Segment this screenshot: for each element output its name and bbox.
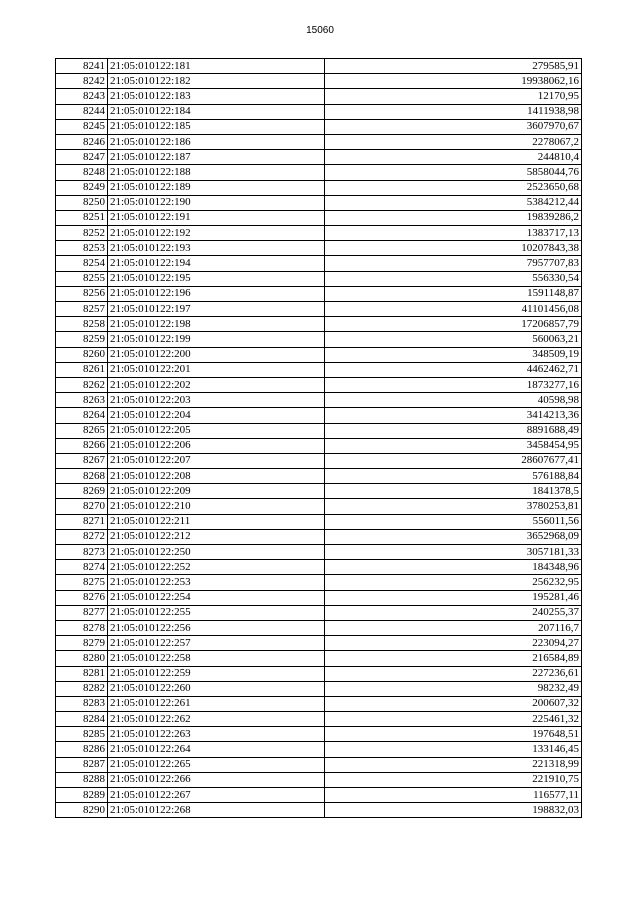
value-cell: 7957707,83 bbox=[325, 256, 582, 271]
value-cell: 19839286,2 bbox=[325, 210, 582, 225]
cadastral-number-cell: 21:05:010122:252 bbox=[108, 560, 325, 575]
row-number-cell: 8242 bbox=[56, 74, 108, 89]
cadastral-number-cell: 21:05:010122:261 bbox=[108, 696, 325, 711]
cadastral-number-cell: 21:05:010122:206 bbox=[108, 438, 325, 453]
value-cell: 133146,45 bbox=[325, 742, 582, 757]
cadastral-number-cell: 21:05:010122:183 bbox=[108, 89, 325, 104]
table-row bbox=[56, 377, 582, 392]
row-number-cell: 8259 bbox=[56, 332, 108, 347]
cadastral-number-cell: 21:05:010122:181 bbox=[108, 59, 325, 74]
row-number-cell: 8241 bbox=[56, 59, 108, 74]
table-row bbox=[56, 529, 582, 544]
table-row bbox=[56, 605, 582, 620]
value-cell: 41101456,08 bbox=[325, 302, 582, 317]
cadastral-number-cell: 21:05:010122:192 bbox=[108, 226, 325, 241]
table-row bbox=[56, 150, 582, 165]
value-cell: 227236,61 bbox=[325, 666, 582, 681]
value-cell: 1841378,5 bbox=[325, 484, 582, 499]
cadastral-number-cell: 21:05:010122:256 bbox=[108, 620, 325, 635]
table-row bbox=[56, 119, 582, 134]
value-cell: 5384212,44 bbox=[325, 195, 582, 210]
cadastral-number-cell: 21:05:010122:196 bbox=[108, 286, 325, 301]
value-cell: 348509,19 bbox=[325, 347, 582, 362]
table-row bbox=[56, 575, 582, 590]
cadastral-number-cell: 21:05:010122:267 bbox=[108, 788, 325, 803]
table-row bbox=[56, 453, 582, 468]
row-number-cell: 8247 bbox=[56, 150, 108, 165]
row-number-cell: 8256 bbox=[56, 286, 108, 301]
cadastral-number-cell: 21:05:010122:207 bbox=[108, 453, 325, 468]
cadastral-number-cell: 21:05:010122:263 bbox=[108, 727, 325, 742]
value-cell: 1411938,98 bbox=[325, 104, 582, 119]
table-row bbox=[56, 362, 582, 377]
table-row bbox=[56, 302, 582, 317]
cadastral-number-cell: 21:05:010122:212 bbox=[108, 529, 325, 544]
row-number-cell: 8245 bbox=[56, 119, 108, 134]
row-number-cell: 8258 bbox=[56, 317, 108, 332]
table-row bbox=[56, 408, 582, 423]
table-row bbox=[56, 165, 582, 180]
row-number-cell: 8269 bbox=[56, 484, 108, 499]
row-number-cell: 8271 bbox=[56, 514, 108, 529]
value-cell: 221910,75 bbox=[325, 772, 582, 787]
table-row bbox=[56, 241, 582, 256]
table-row bbox=[56, 666, 582, 681]
row-number-cell: 8243 bbox=[56, 89, 108, 104]
cadastral-value-table bbox=[55, 58, 582, 818]
row-number-cell: 8276 bbox=[56, 590, 108, 605]
cadastral-number-cell: 21:05:010122:264 bbox=[108, 742, 325, 757]
row-number-cell: 8280 bbox=[56, 651, 108, 666]
value-cell: 3057181,33 bbox=[325, 545, 582, 560]
table-row bbox=[56, 195, 582, 210]
table-row bbox=[56, 651, 582, 666]
cadastral-number-cell: 21:05:010122:199 bbox=[108, 332, 325, 347]
value-cell: 197648,51 bbox=[325, 727, 582, 742]
row-number-cell: 8289 bbox=[56, 788, 108, 803]
table-row bbox=[56, 696, 582, 711]
table-row bbox=[56, 226, 582, 241]
table-body bbox=[56, 59, 582, 818]
value-cell: 198832,03 bbox=[325, 803, 582, 818]
table-row bbox=[56, 134, 582, 149]
row-number-cell: 8290 bbox=[56, 803, 108, 818]
value-cell: 207116,7 bbox=[325, 620, 582, 635]
table-row bbox=[56, 210, 582, 225]
value-cell: 17206857,79 bbox=[325, 317, 582, 332]
table-row bbox=[56, 712, 582, 727]
value-cell: 3458454,95 bbox=[325, 438, 582, 453]
table-row bbox=[56, 499, 582, 514]
table-row bbox=[56, 636, 582, 651]
row-number-cell: 8287 bbox=[56, 757, 108, 772]
cadastral-number-cell: 21:05:010122:265 bbox=[108, 757, 325, 772]
table-row bbox=[56, 180, 582, 195]
cadastral-number-cell: 21:05:010122:198 bbox=[108, 317, 325, 332]
row-number-cell: 8246 bbox=[56, 134, 108, 149]
value-cell: 1591148,87 bbox=[325, 286, 582, 301]
row-number-cell: 8288 bbox=[56, 772, 108, 787]
table-row bbox=[56, 393, 582, 408]
row-number-cell: 8278 bbox=[56, 620, 108, 635]
table-row bbox=[56, 74, 582, 89]
row-number-cell: 8260 bbox=[56, 347, 108, 362]
value-cell: 8891688,49 bbox=[325, 423, 582, 438]
cadastral-number-cell: 21:05:010122:208 bbox=[108, 469, 325, 484]
row-number-cell: 8249 bbox=[56, 180, 108, 195]
cadastral-number-cell: 21:05:010122:203 bbox=[108, 393, 325, 408]
row-number-cell: 8274 bbox=[56, 560, 108, 575]
value-cell: 223094,27 bbox=[325, 636, 582, 651]
value-cell: 225461,32 bbox=[325, 712, 582, 727]
cadastral-number-cell: 21:05:010122:185 bbox=[108, 119, 325, 134]
table-row bbox=[56, 469, 582, 484]
value-cell: 19938062,16 bbox=[325, 74, 582, 89]
value-cell: 4462462,71 bbox=[325, 362, 582, 377]
cadastral-number-cell: 21:05:010122:257 bbox=[108, 636, 325, 651]
table-row bbox=[56, 590, 582, 605]
cadastral-number-cell: 21:05:010122:191 bbox=[108, 210, 325, 225]
row-number-cell: 8282 bbox=[56, 681, 108, 696]
table-row bbox=[56, 332, 582, 347]
table-row bbox=[56, 620, 582, 635]
row-number-cell: 8254 bbox=[56, 256, 108, 271]
row-number-cell: 8270 bbox=[56, 499, 108, 514]
cadastral-number-cell: 21:05:010122:190 bbox=[108, 195, 325, 210]
row-number-cell: 8244 bbox=[56, 104, 108, 119]
table-row bbox=[56, 104, 582, 119]
value-cell: 279585,91 bbox=[325, 59, 582, 74]
row-number-cell: 8248 bbox=[56, 165, 108, 180]
cadastral-number-cell: 21:05:010122:259 bbox=[108, 666, 325, 681]
cadastral-number-cell: 21:05:010122:184 bbox=[108, 104, 325, 119]
table-row bbox=[56, 347, 582, 362]
cadastral-number-cell: 21:05:010122:260 bbox=[108, 681, 325, 696]
value-cell: 195281,46 bbox=[325, 590, 582, 605]
table-row bbox=[56, 256, 582, 271]
value-cell: 556011,56 bbox=[325, 514, 582, 529]
row-number-cell: 8251 bbox=[56, 210, 108, 225]
table-row bbox=[56, 803, 582, 818]
table-row bbox=[56, 757, 582, 772]
cadastral-number-cell: 21:05:010122:194 bbox=[108, 256, 325, 271]
row-number-cell: 8268 bbox=[56, 469, 108, 484]
table-row bbox=[56, 560, 582, 575]
cadastral-number-cell: 21:05:010122:195 bbox=[108, 271, 325, 286]
table-row bbox=[56, 438, 582, 453]
cadastral-number-cell: 21:05:010122:210 bbox=[108, 499, 325, 514]
row-number-cell: 8286 bbox=[56, 742, 108, 757]
row-number-cell: 8272 bbox=[56, 529, 108, 544]
cadastral-number-cell: 21:05:010122:182 bbox=[108, 74, 325, 89]
row-number-cell: 8253 bbox=[56, 241, 108, 256]
row-number-cell: 8283 bbox=[56, 696, 108, 711]
cadastral-number-cell: 21:05:010122:204 bbox=[108, 408, 325, 423]
cadastral-number-cell: 21:05:010122:255 bbox=[108, 605, 325, 620]
cadastral-number-cell: 21:05:010122:186 bbox=[108, 134, 325, 149]
row-number-cell: 8273 bbox=[56, 545, 108, 560]
cadastral-number-cell: 21:05:010122:266 bbox=[108, 772, 325, 787]
row-number-cell: 8262 bbox=[56, 377, 108, 392]
value-cell: 116577,11 bbox=[325, 788, 582, 803]
table-row bbox=[56, 271, 582, 286]
value-cell: 1873277,16 bbox=[325, 377, 582, 392]
row-number-cell: 8267 bbox=[56, 453, 108, 468]
table-row bbox=[56, 286, 582, 301]
table-row bbox=[56, 423, 582, 438]
table-row bbox=[56, 742, 582, 757]
value-cell: 216584,89 bbox=[325, 651, 582, 666]
cadastral-number-cell: 21:05:010122:189 bbox=[108, 180, 325, 195]
value-cell: 2278067,2 bbox=[325, 134, 582, 149]
row-number-cell: 8263 bbox=[56, 393, 108, 408]
row-number-cell: 8265 bbox=[56, 423, 108, 438]
table-row bbox=[56, 59, 582, 74]
value-cell: 576188,84 bbox=[325, 469, 582, 484]
cadastral-number-cell: 21:05:010122:253 bbox=[108, 575, 325, 590]
value-cell: 2523650,68 bbox=[325, 180, 582, 195]
cadastral-number-cell: 21:05:010122:205 bbox=[108, 423, 325, 438]
value-cell: 12170,95 bbox=[325, 89, 582, 104]
value-cell: 28607677,41 bbox=[325, 453, 582, 468]
cadastral-number-cell: 21:05:010122:250 bbox=[108, 545, 325, 560]
table-row bbox=[56, 727, 582, 742]
row-number-cell: 8250 bbox=[56, 195, 108, 210]
cadastral-number-cell: 21:05:010122:254 bbox=[108, 590, 325, 605]
row-number-cell: 8257 bbox=[56, 302, 108, 317]
row-number-cell: 8281 bbox=[56, 666, 108, 681]
table-row bbox=[56, 772, 582, 787]
value-cell: 244810,4 bbox=[325, 150, 582, 165]
value-cell: 200607,32 bbox=[325, 696, 582, 711]
row-number-cell: 8275 bbox=[56, 575, 108, 590]
row-number-cell: 8264 bbox=[56, 408, 108, 423]
cadastral-number-cell: 21:05:010122:187 bbox=[108, 150, 325, 165]
table-row bbox=[56, 89, 582, 104]
cadastral-number-cell: 21:05:010122:197 bbox=[108, 302, 325, 317]
row-number-cell: 8277 bbox=[56, 605, 108, 620]
value-cell: 1383717,13 bbox=[325, 226, 582, 241]
row-number-cell: 8261 bbox=[56, 362, 108, 377]
row-number-cell: 8255 bbox=[56, 271, 108, 286]
value-cell: 256232,95 bbox=[325, 575, 582, 590]
cadastral-number-cell: 21:05:010122:209 bbox=[108, 484, 325, 499]
value-cell: 240255,37 bbox=[325, 605, 582, 620]
value-cell: 40598,98 bbox=[325, 393, 582, 408]
cadastral-number-cell: 21:05:010122:201 bbox=[108, 362, 325, 377]
row-number-cell: 8252 bbox=[56, 226, 108, 241]
table-row bbox=[56, 514, 582, 529]
value-cell: 221318,99 bbox=[325, 757, 582, 772]
table-row bbox=[56, 317, 582, 332]
value-cell: 10207843,38 bbox=[325, 241, 582, 256]
cadastral-number-cell: 21:05:010122:211 bbox=[108, 514, 325, 529]
value-cell: 560063,21 bbox=[325, 332, 582, 347]
row-number-cell: 8279 bbox=[56, 636, 108, 651]
value-cell: 3652968,09 bbox=[325, 529, 582, 544]
value-cell: 3780253,81 bbox=[325, 499, 582, 514]
value-cell: 98232,49 bbox=[325, 681, 582, 696]
row-number-cell: 8285 bbox=[56, 727, 108, 742]
cadastral-number-cell: 21:05:010122:258 bbox=[108, 651, 325, 666]
cadastral-number-cell: 21:05:010122:262 bbox=[108, 712, 325, 727]
page-number: 15060 bbox=[306, 25, 334, 36]
value-cell: 3607970,67 bbox=[325, 119, 582, 134]
row-number-cell: 8266 bbox=[56, 438, 108, 453]
value-cell: 184348,96 bbox=[325, 560, 582, 575]
cadastral-number-cell: 21:05:010122:188 bbox=[108, 165, 325, 180]
value-cell: 5858044,76 bbox=[325, 165, 582, 180]
cadastral-number-cell: 21:05:010122:200 bbox=[108, 347, 325, 362]
row-number-cell: 8284 bbox=[56, 712, 108, 727]
cadastral-number-cell: 21:05:010122:193 bbox=[108, 241, 325, 256]
table-row bbox=[56, 484, 582, 499]
table-row bbox=[56, 545, 582, 560]
table-row bbox=[56, 681, 582, 696]
value-cell: 556330,54 bbox=[325, 271, 582, 286]
table-row bbox=[56, 788, 582, 803]
value-cell: 3414213,36 bbox=[325, 408, 582, 423]
cadastral-number-cell: 21:05:010122:202 bbox=[108, 377, 325, 392]
cadastral-number-cell: 21:05:010122:268 bbox=[108, 803, 325, 818]
